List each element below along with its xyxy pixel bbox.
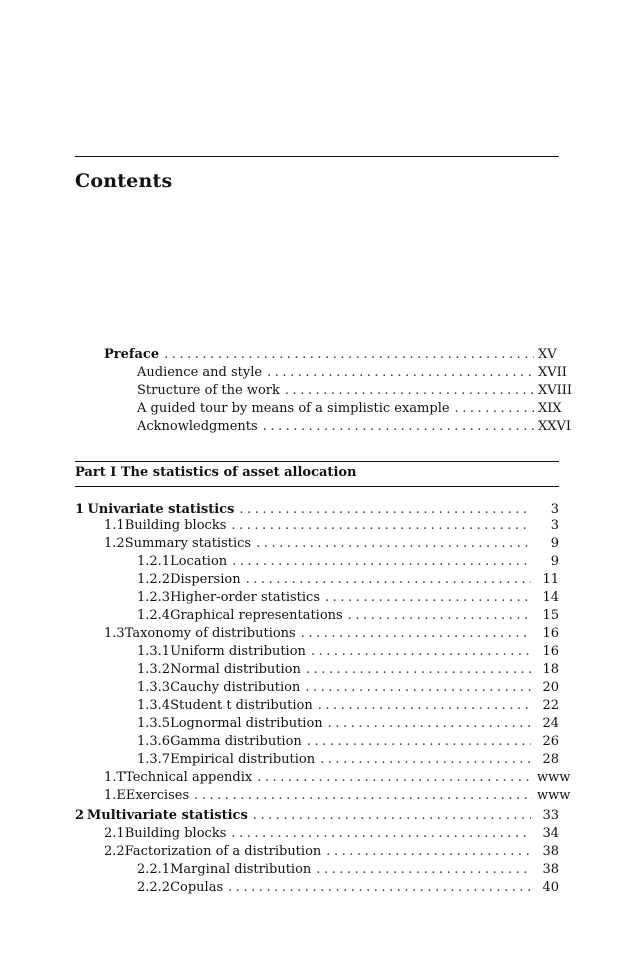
toc-label: Student t distribution: [170, 698, 313, 713]
toc-label: Gamma distribution: [170, 734, 302, 749]
toc-page: 14: [542, 590, 559, 605]
toc-leader: [455, 400, 534, 418]
toc-subsection[interactable]: [137, 553, 559, 571]
toc-label: Summary statistics: [124, 536, 252, 551]
toc-page: 3: [550, 502, 559, 517]
toc-page: 24: [542, 716, 559, 731]
toc-number: 2.1: [104, 826, 125, 841]
toc-preface-item[interactable]: [137, 400, 576, 418]
toc-leader: [311, 643, 531, 661]
toc-page: 33: [542, 808, 559, 823]
toc-label: Multivariate statistics: [86, 808, 248, 823]
toc-leader: [301, 625, 531, 643]
toc-number: 1.2.1: [137, 554, 171, 569]
toc-leader: [328, 715, 531, 733]
toc-subsection[interactable]: [137, 661, 559, 679]
part-rule-top: [75, 461, 559, 462]
toc-preface[interactable]: [104, 346, 576, 364]
toc-page: 18: [542, 662, 559, 677]
toc-number: 2.2.2: [137, 880, 171, 895]
toc-number: 2: [75, 808, 85, 823]
toc-number: 1.3.5: [137, 716, 171, 731]
toc-number: 1.2.2: [137, 572, 171, 587]
toc-page: XV: [538, 347, 557, 362]
toc-page: 38: [542, 862, 559, 877]
toc-leader: [320, 751, 531, 769]
toc-page: 20: [542, 680, 559, 695]
toc-label: Factorization of a distribution: [124, 844, 322, 859]
toc-subsection[interactable]: [137, 571, 559, 589]
toc-label: Preface: [104, 347, 160, 362]
toc-leader: [318, 697, 531, 715]
toc-label: Marginal distribution: [170, 862, 312, 877]
toc-leader: [256, 535, 531, 553]
toc-leader: [246, 571, 531, 589]
toc-section[interactable]: [104, 517, 559, 535]
toc-subsection[interactable]: [137, 751, 559, 769]
toc-label: Graphical representations: [170, 608, 343, 623]
top-rule: [75, 156, 559, 157]
toc-subsection[interactable]: [137, 715, 559, 733]
toc-subsection[interactable]: [137, 589, 559, 607]
toc-section[interactable]: [104, 535, 559, 553]
toc-label: Acknowledgments: [137, 419, 258, 434]
toc-label: Exercises: [125, 788, 190, 803]
toc-leader: [348, 607, 531, 625]
toc-page: 26: [542, 734, 559, 749]
toc-label: Lognormal distribution: [170, 716, 323, 731]
toc-page: 28: [542, 752, 559, 767]
toc-number: 1.1: [104, 518, 125, 533]
toc-leader: [307, 733, 531, 751]
toc-subsection[interactable]: [137, 697, 559, 715]
toc-page: XVIII: [538, 383, 573, 398]
toc-leader: [263, 418, 534, 436]
toc-leader: [326, 843, 531, 861]
toc-section[interactable]: [104, 787, 569, 805]
part-heading: Part I The statistics of asset allocation: [75, 465, 357, 480]
toc-section[interactable]: [104, 825, 559, 843]
toc-page: XXVI: [538, 419, 572, 434]
toc-label: Univariate statistics: [87, 502, 235, 517]
toc-number: 1.E: [104, 788, 126, 803]
toc-page: 22: [542, 698, 559, 713]
toc-subsection[interactable]: [137, 643, 559, 661]
page-title: Contents: [75, 170, 173, 192]
toc-number: 1.2: [104, 536, 125, 551]
toc-page: 9: [550, 554, 559, 569]
toc-number: 1.2.3: [137, 590, 171, 605]
toc-label: Higher-order statistics: [170, 590, 321, 605]
toc-leader: [257, 769, 533, 787]
toc-page: 34: [542, 826, 559, 841]
toc-label: Copulas: [170, 880, 224, 895]
toc-page: XIX: [538, 401, 562, 416]
toc-leader: [228, 879, 531, 897]
toc-subsection[interactable]: [137, 733, 559, 751]
toc-page: 16: [542, 644, 559, 659]
toc-subsection[interactable]: [137, 861, 559, 879]
toc-subsection[interactable]: [137, 879, 559, 897]
part-rule-bottom: [75, 486, 559, 487]
toc-page: 9: [550, 536, 559, 551]
toc-page: XVII: [538, 365, 567, 380]
toc-label: Normal distribution: [170, 662, 301, 677]
toc-subsection[interactable]: [137, 607, 559, 625]
toc-page: 3: [550, 518, 559, 533]
toc-number: 1.2.4: [137, 608, 171, 623]
toc-leader: [232, 553, 531, 571]
toc-number: 1: [75, 502, 85, 517]
toc-label: Technical appendix: [125, 770, 253, 785]
toc-label: Audience and style: [137, 365, 263, 380]
toc-number: 1.3: [104, 626, 125, 641]
toc-number: 1.3.4: [137, 698, 171, 713]
toc-leader: [231, 825, 531, 843]
toc-number: 1.T: [104, 770, 126, 785]
toc-preface-item[interactable]: [137, 382, 576, 400]
toc-label: Empirical distribution: [170, 752, 316, 767]
toc-leader: [325, 589, 531, 607]
toc-leader: [306, 661, 531, 679]
toc-page: 40: [542, 880, 559, 895]
toc-leader: [164, 346, 534, 364]
toc-number: 1.3.7: [137, 752, 171, 767]
toc-number: 1.3.6: [137, 734, 171, 749]
toc-section[interactable]: [104, 843, 559, 861]
toc-label: Location: [170, 554, 228, 569]
toc-leader: [231, 517, 531, 535]
toc-chapter[interactable]: [75, 807, 559, 825]
toc-number: 2.2: [104, 844, 125, 859]
toc-label: Building blocks: [124, 518, 227, 533]
toc-number: 1.3.3: [137, 680, 171, 695]
toc-label: Cauchy distribution: [170, 680, 301, 695]
toc-label: A guided tour by means of a simplistic example: [137, 401, 450, 416]
toc-page: 15: [542, 608, 559, 623]
toc-number: 1.3.1: [137, 644, 171, 659]
toc-label: Building blocks: [124, 826, 227, 841]
toc-page: www: [537, 770, 571, 785]
toc-leader: [253, 807, 531, 825]
toc-label: Structure of the work: [137, 383, 280, 398]
toc-label: Dispersion: [170, 572, 241, 587]
toc-preface-item[interactable]: [137, 364, 576, 382]
toc-page: 38: [542, 844, 559, 859]
toc-page: 11: [542, 572, 559, 587]
toc-number: 1.3.2: [137, 662, 171, 677]
toc-leader: [285, 382, 534, 400]
toc-leader: [267, 364, 534, 382]
toc-section[interactable]: [104, 769, 569, 787]
toc-page: www: [537, 788, 571, 803]
toc-preface-item[interactable]: [137, 418, 576, 436]
toc-label: Taxonomy of distributions: [124, 626, 296, 641]
toc-leader: [194, 787, 533, 805]
toc-leader: [316, 861, 531, 879]
toc-section[interactable]: [104, 625, 559, 643]
toc-page: 16: [542, 626, 559, 641]
toc-leader: [305, 679, 531, 697]
toc-label: Uniform distribution: [170, 644, 306, 659]
toc-number: 2.2.1: [137, 862, 171, 877]
toc-subsection[interactable]: [137, 679, 559, 697]
